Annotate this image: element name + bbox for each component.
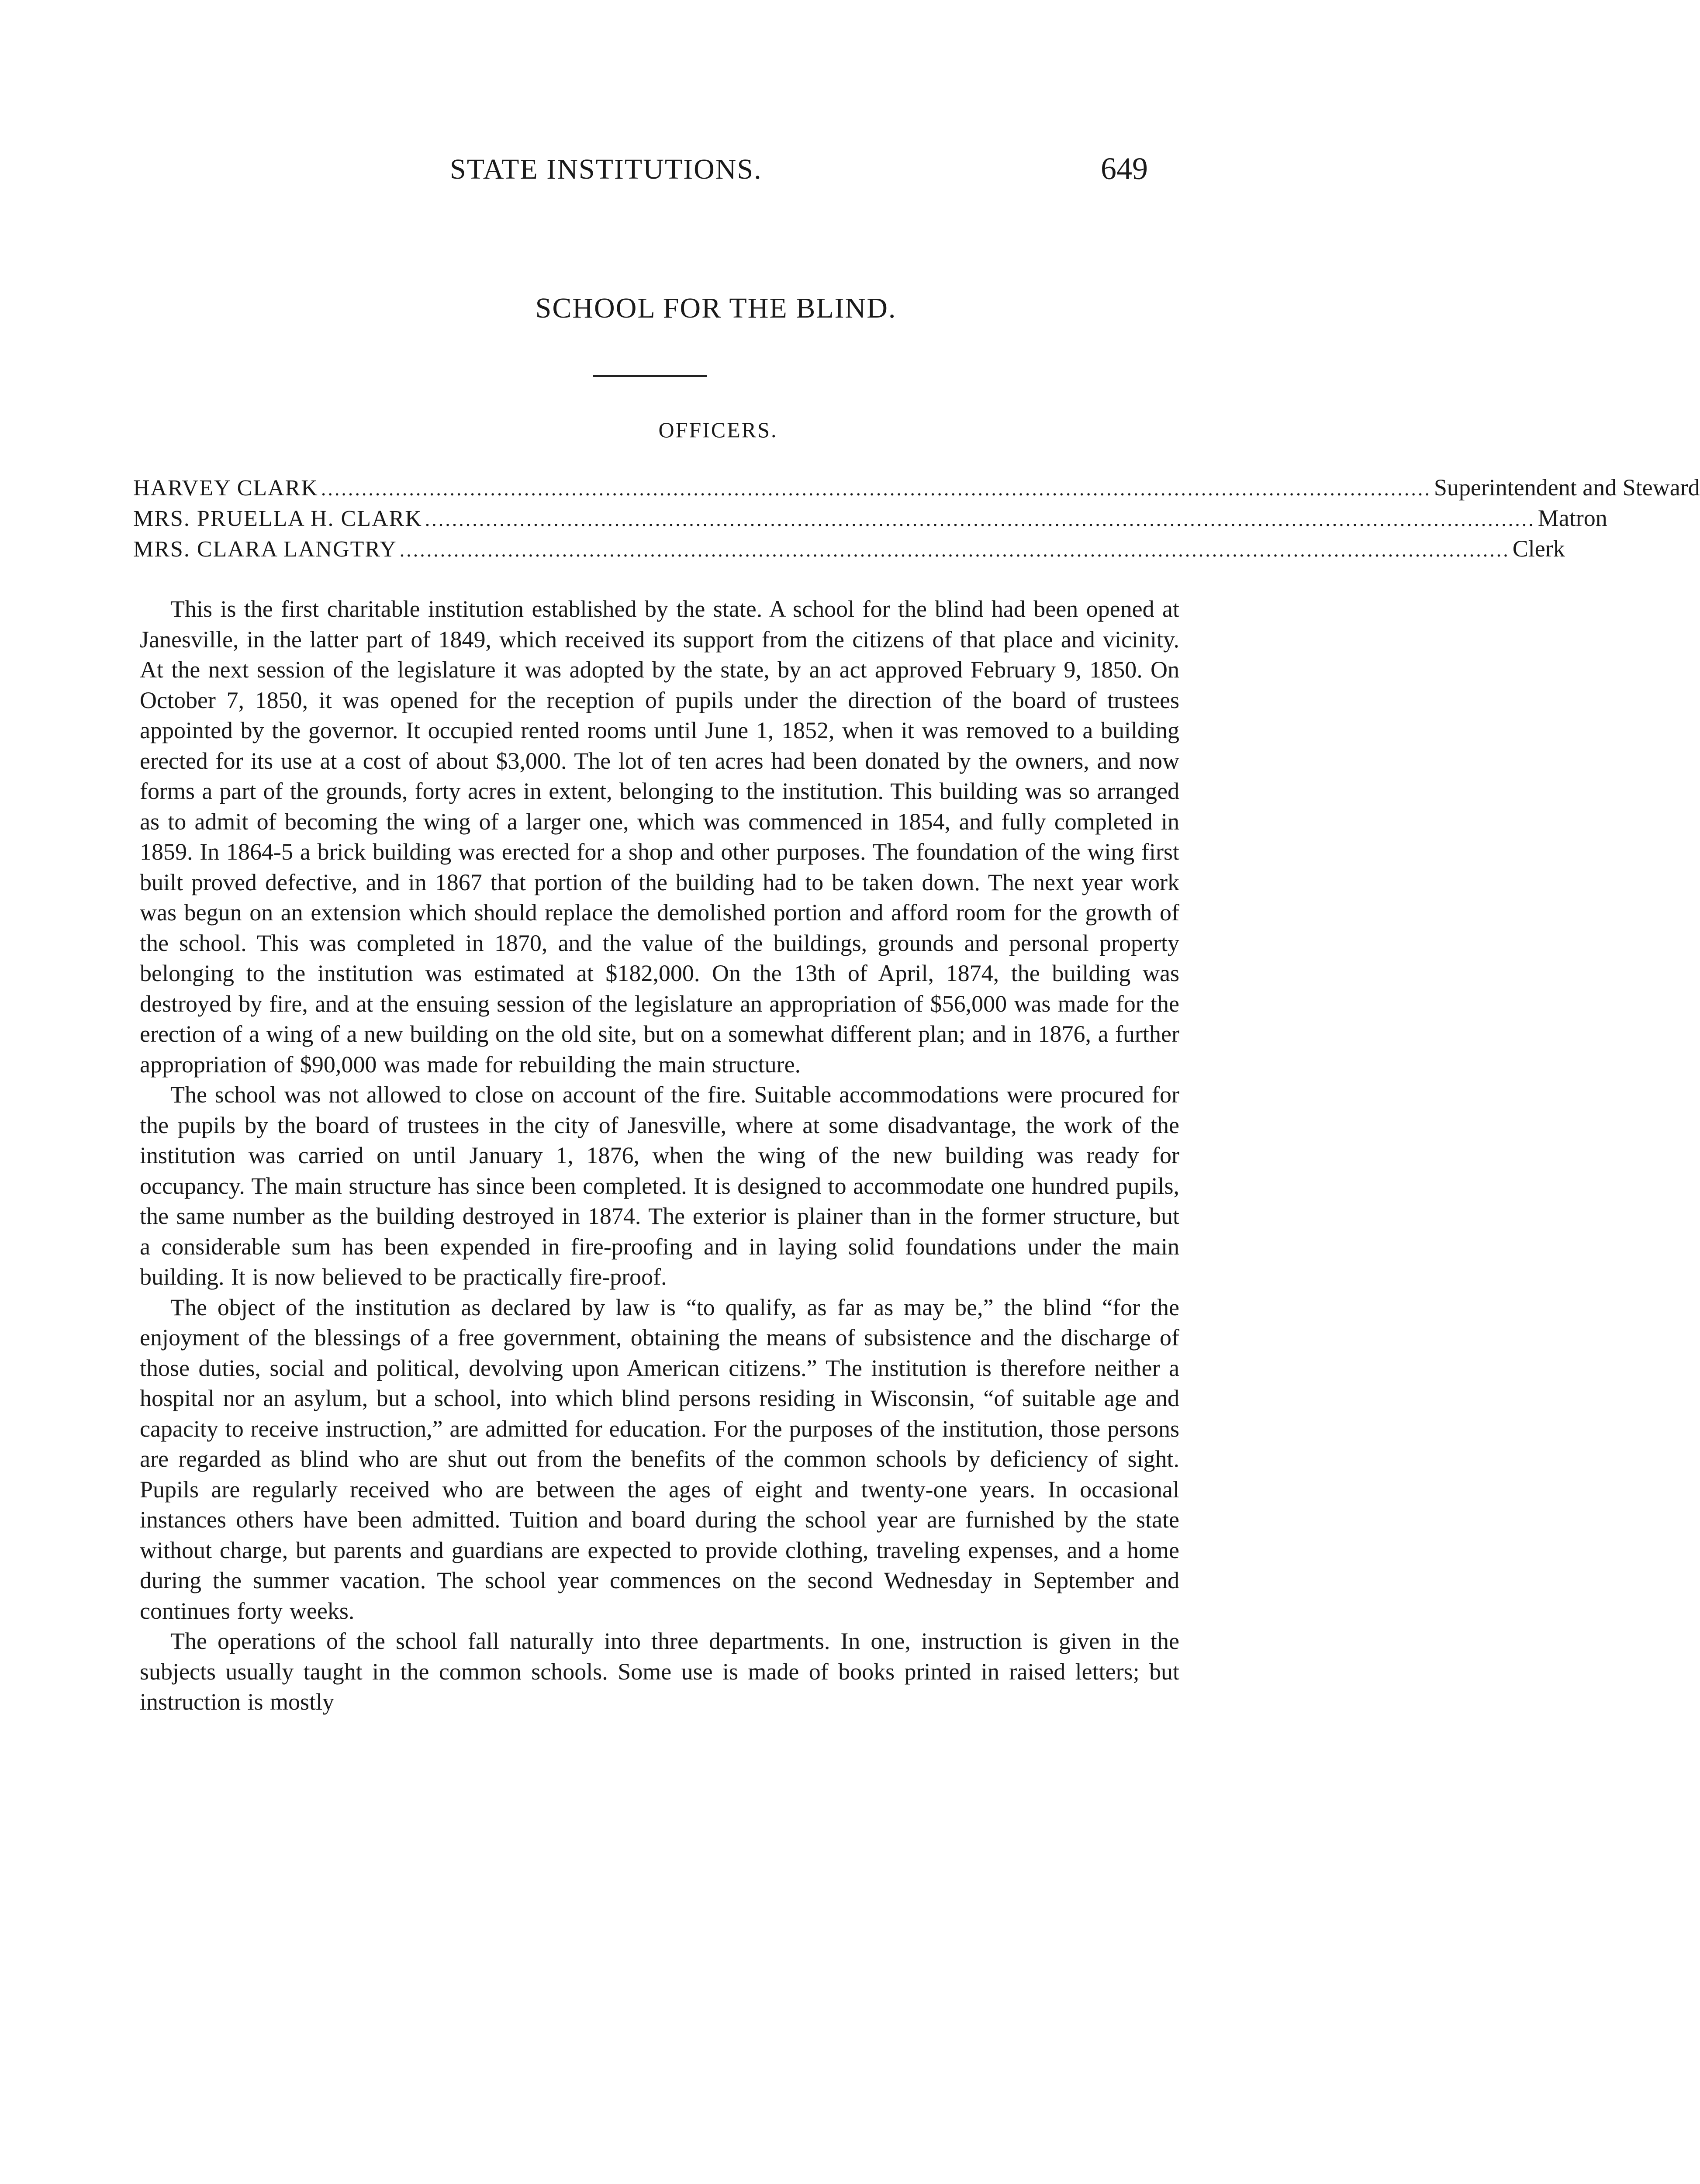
running-title: STATE INSTITUTIONS. [450, 153, 762, 185]
section-title: SCHOOL FOR THE BLIND. [535, 292, 897, 324]
officer-name: MRS. PRUELLA H. CLARK [133, 506, 422, 531]
paragraph: The school was not allowed to close on account of the fire. Suitable accommodations were procured for the pupils by the board of trustees in the city of Janesville, where at some disadvantage, the work of the institution was carried on until January 1, 1876, when the wing of the new building was ready for occupancy. The main structure has since been completed. It is designed to accommodate one hundred pupils, the same number as the building destroyed in 1874. The exterior is plainer than in the former structure, but a considerable sum has been expended in fire-proofing and in laying solid foundations under the main building. It is now believed to be practically fire-proof. [140, 1082, 1179, 1290]
officer-title: Clerk [1512, 536, 1565, 562]
dot-leader: .................................................................................................................................................................... [321, 477, 1431, 500]
officers-heading: OFFICERS. [658, 418, 778, 442]
title-divider [593, 375, 707, 377]
paragraph: The object of the institution as declared by law is “to qualify, as far as may be,” the blind “for the enjoyment of the blessings of a free government, obtaining the means of subsistence and the discharge of those duties, social and political, devolving upon American citizens.” The institution is therefore neither a hospital nor an asylum, but a school, into which blind persons residing in Wisconsin, “of suitable age and capacity to receive instruction,” are admitted for education. For the purposes of the institution, those persons are regarded as blind who are shut out from the benefits of the common schools by deficiency of sight. Pupils are regularly received who are between the ages of eight and twenty-one years. In occasional instances others have been admitted. Tuition and board during the school year are furnished by the state without charge, but parents and guardians are expected to provide clothing, traveling expenses, and a home during the summer vacation. The school year commences on the second Wednesday in September and continues forty weeks. [140, 1294, 1179, 1624]
dot-leader: .................................................................................................................................................................... [425, 508, 1535, 530]
officer-row [133, 535, 1565, 566]
page-number: 649 [1101, 151, 1148, 186]
officer-row [133, 505, 1607, 535]
officer-title: Matron [1538, 505, 1607, 531]
officer-name: MRS. CLARA LANGTRY [133, 537, 397, 562]
officer-name: HARVEY CLARK [133, 476, 318, 501]
officer-title: Superintendent and Steward [1434, 474, 1700, 501]
paragraph: This is the first charitable institution established by the state. A school for the blind had been opened at Janesville, in the latter part of 1849, which received its support from the citizens of that place and vicinity. At the next session of the legislature it was adopted by the state, by an act approved February 9, 1850. On October 7, 1850, it was opened for the reception of pupils under the direction of the board of trustees appointed by the governor. It occupied rented rooms until June 1, 1852, when it was removed to a building erected for its use at a cost of about $3,000. The lot of ten acres had been donated by the owners, and now forms a part of the grounds, forty acres in extent, belonging to the institution. This building was so arranged as to admit of becoming the wing of a larger one, which was commenced in 1854, and fully completed in 1859. In 1864-5 a brick building was erected for a shop and other purposes. The foundation of the wing first built proved defective, and in 1867 that portion of the building had to be taken down. The next year work was begun on an extension which should replace the demolished portion and afford room for the growth of the school. This was completed in 1870, and the value of the buildings, grounds and personal property belonging to the institution was estimated at $182,000. On the 13th of April, 1874, the building was destroyed by fire, and at the ensuing session of the legislature an appropriation of $56,000 was made for the erection of a wing of a new building on the old site, but on a somewhat different plan; and in 1876, a further appropriation of $90,000 was made for rebuilding the main structure. [140, 596, 1179, 1078]
dot-leader: .................................................................................................................................................................... [399, 539, 1510, 561]
paragraph: The operations of the school fall naturally into three departments. In one, instruction is given in the subjects usually taught in the common schools. Some use is made of books printed in raised letters; but instruction is mostly [140, 1628, 1179, 1715]
officer-row [133, 474, 1700, 505]
body-text [140, 594, 1179, 1717]
officers-list [133, 474, 1700, 566]
